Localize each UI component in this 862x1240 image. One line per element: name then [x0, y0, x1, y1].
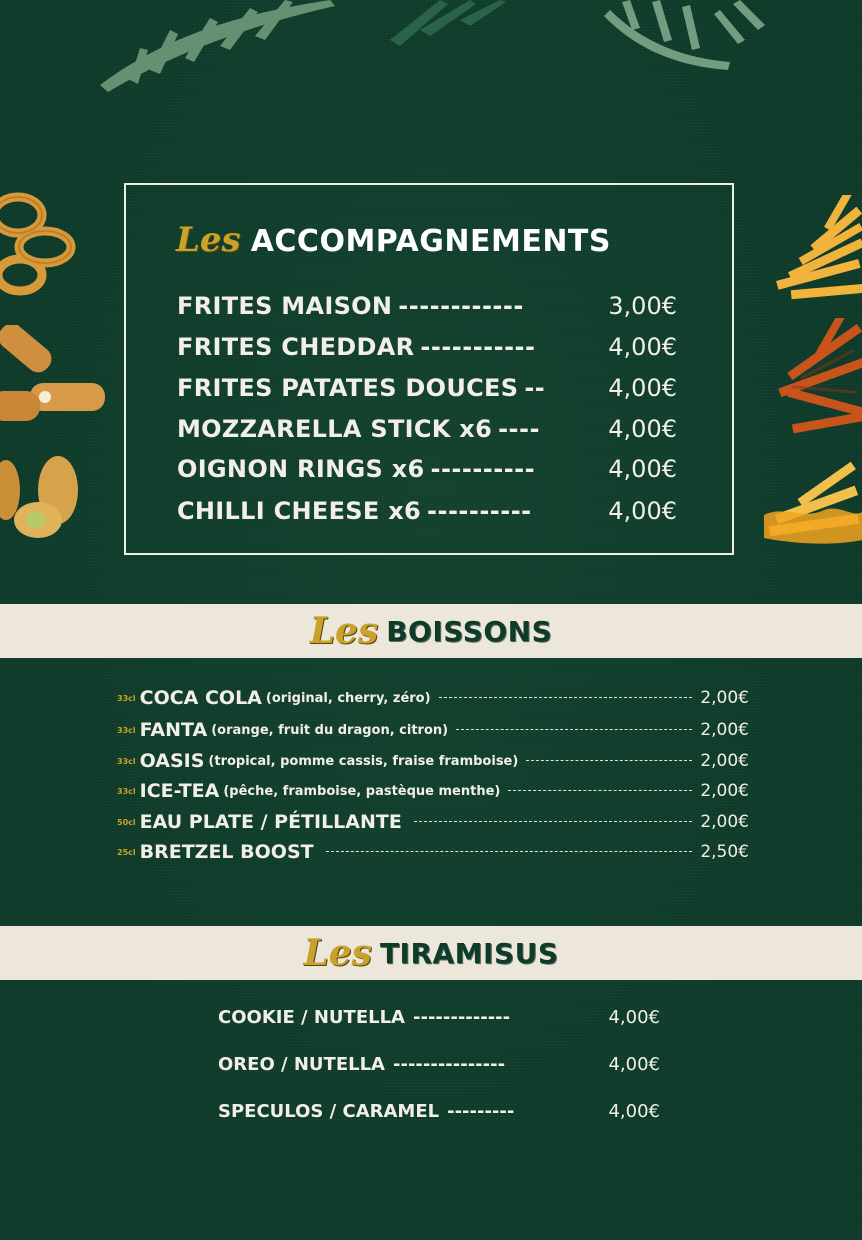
drink-item — [117, 779, 749, 803]
drink-leader — [456, 729, 692, 731]
drink-flavours: (pêche, framboise, pastèque menthe) — [223, 783, 501, 799]
item-price: 4,00€ — [608, 333, 677, 361]
item-name: MOZZARELLA STICK x6 — [177, 415, 493, 443]
accompagnements-heading — [176, 220, 611, 260]
drink-leader — [526, 760, 692, 762]
dessert-name: OREO / NUTELLA — [218, 1053, 385, 1075]
drink-leader — [439, 697, 693, 699]
drink-item — [117, 749, 749, 773]
boissons-heading — [0, 604, 862, 658]
drink-volume: 33cl — [117, 756, 136, 766]
dessert-price: 4,00€ — [608, 1006, 660, 1028]
dessert-price: 4,00€ — [608, 1100, 660, 1122]
menu-item — [177, 495, 677, 527]
tiramisus-title: TIRAMISUS — [379, 936, 559, 970]
drink-item — [117, 840, 749, 864]
dessert-leader: --------- — [447, 1100, 515, 1122]
fries-image — [766, 195, 862, 305]
item-leader: ------------ — [398, 292, 524, 320]
dessert-item — [218, 1050, 660, 1078]
onion-rings-image — [0, 185, 80, 305]
drink-price: 2,00€ — [700, 688, 749, 708]
item-name: OIGNON RINGS x6 — [177, 455, 425, 483]
dessert-name: COOKIE / NUTELLA — [218, 1006, 405, 1028]
drink-name: FANTA — [139, 719, 208, 741]
drink-flavours: (original, cherry, zéro) — [265, 690, 431, 706]
item-price: 4,00€ — [608, 415, 677, 443]
drink-price: 2,00€ — [700, 720, 749, 740]
drink-name: OASIS — [139, 750, 205, 772]
accompagnements-title: ACCOMPAGNEMENTS — [250, 224, 611, 259]
drink-price: 2,50€ — [700, 842, 749, 862]
boissons-script: Les — [309, 610, 379, 652]
dessert-item — [218, 1003, 660, 1031]
item-name: FRITES PATATES DOUCES — [177, 374, 519, 402]
drink-volume: 33cl — [117, 786, 136, 796]
drink-volume: 50cl — [117, 817, 136, 827]
dessert-leader: --------------- — [393, 1053, 506, 1075]
drink-item — [117, 810, 749, 834]
tiramisus-heading — [0, 926, 862, 980]
drink-name: COCA COLA — [139, 687, 262, 709]
dessert-price: 4,00€ — [608, 1053, 660, 1075]
item-name: CHILLI CHEESE x6 — [177, 497, 422, 525]
menu-item — [177, 331, 677, 363]
drink-leader — [326, 851, 693, 853]
item-price: 4,00€ — [608, 497, 677, 525]
palm-leaves-decoration — [0, 0, 862, 100]
menu-item — [177, 290, 677, 322]
cheese-fries-image — [764, 460, 862, 550]
drink-price: 2,00€ — [700, 781, 749, 801]
drink-item — [117, 718, 749, 742]
drink-price: 2,00€ — [700, 751, 749, 771]
mozzarella-sticks-image — [0, 325, 108, 435]
menu-item — [177, 413, 677, 445]
item-name: FRITES MAISON — [177, 292, 393, 320]
drink-item — [117, 686, 749, 710]
drink-volume: 33cl — [117, 725, 136, 735]
drink-volume: 33cl — [117, 693, 136, 703]
drink-flavours: (orange, fruit du dragon, citron) — [211, 722, 449, 738]
drink-leader — [414, 821, 692, 823]
dessert-item — [218, 1097, 660, 1125]
item-price: 3,00€ — [608, 292, 677, 320]
dessert-leader: ------------- — [413, 1006, 511, 1028]
sweet-potato-fries-image — [772, 318, 862, 438]
drink-name: EAU PLATE / PÉTILLANTE — [139, 811, 402, 833]
item-leader: ---------- — [427, 497, 532, 525]
dessert-name: SPECULOS / CARAMEL — [218, 1100, 440, 1122]
drink-leader — [508, 790, 692, 792]
menu-item — [177, 453, 677, 485]
tiramisus-script: Les — [303, 932, 372, 974]
drink-price: 2,00€ — [700, 812, 749, 832]
jalapeno-poppers-image — [0, 450, 82, 545]
item-leader: ----------- — [420, 333, 536, 361]
item-leader: -- — [524, 374, 546, 402]
menu-item — [177, 372, 677, 404]
accompagnements-script: Les — [176, 220, 241, 260]
item-name: FRITES CHEDDAR — [177, 333, 415, 361]
drink-name: BRETZEL BOOST — [139, 841, 314, 863]
item-leader: ---- — [498, 415, 540, 443]
item-price: 4,00€ — [608, 374, 677, 402]
item-leader: ---------- — [430, 455, 536, 483]
boissons-title: BOISSONS — [386, 614, 553, 648]
drink-flavours: (tropical, pomme cassis, fraise framboise) — [208, 753, 519, 769]
item-price: 4,00€ — [608, 455, 677, 483]
drink-name: ICE-TEA — [139, 780, 220, 802]
drink-volume: 25cl — [117, 847, 136, 857]
